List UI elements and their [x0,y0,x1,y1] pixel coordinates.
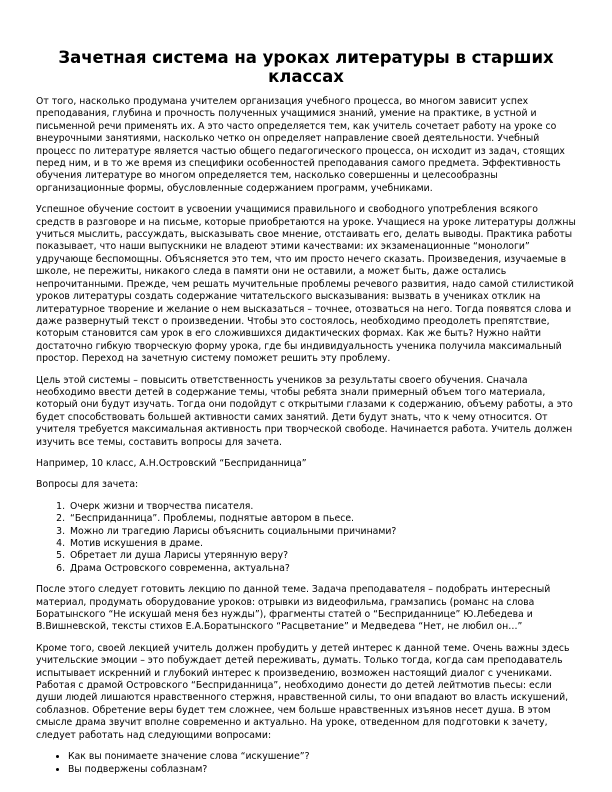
list-item: 5. Обретает ли душа Ларисы утерянную веру? [68,550,576,562]
paragraph-intro: От того, насколько продумана учителем организация учебного процесса, во многом зависит успех преподавания, глубина и прочность полученных учащимися знаний, умение на практике, в устной и письменной речи применять их. А это часто определяется тем, как учитель сочетает работу на уроке со внеурочными занятиями, насколько четко он определяет направление своей деятельности. Учебный процесс по литературе является частью общего педагогического процесса, он исходит из задач, стоящих перед ним, и в то же время из специфики особенностей преподавания самого предмета. Эффективность обучения литературе во многом определяется тем, насколько совершенны и целесообразны организационные формы, обусловленные содержанием программ, учебниками. [36,96,565,194]
paragraph-questions-heading: Вопросы для зачета: [36,479,139,491]
paragraph-lecture: После этого следует готовить лекцию по данной теме. Задача преподавателя – подобрать интересный материал, продумать оборудование уроков: отрывки из видеофильма, грамзапись (романс на слова Боратынского “Не искушай меня без нужды”), фрагменты статей о “Бесприданнице” Ю.Лебедева и В.Вишневской, тексты стихов Е.А.Боратынского “Расцветание” и Медведева “Нет, не любил он…” [36,584,551,633]
list-item: 3. Можно ли трагедию Ларисы объяснить социальными причинами? [68,526,576,538]
list-item: 2. “Бесприданница”. Проблемы, поднятые автором в пьесе. [68,513,576,525]
document-title: Зачетная система на уроках литературы в старших классах [58,48,554,86]
paragraph-interest: Кроме того, своей лекцией учитель должен пробудить у детей интерес к данной теме. Очень важны здесь учительские эмоции – это побуждает детей переживать, думать. Только тогда, когда сам преподаватель испытывает искренний и глубокий интерес к произведению, возможен настоящий диалог с учениками. Работая с драмой Островского “Бесприданница”, необходимо донести до детей лейтмотив пьесы: если души людей лишаются нравственного стержня, нравственной силы, то они впадают во власть искушений, соблазнов. Обретение веры будет тем сложнее, чем больше нравственных изъянов несет душа. В этом смысле драма звучит вполне современно и актуально. На уроке, отведенном для подготовки к зачету, следует работать над следующими вопросами: [36,642,570,741]
list-item: 6. Драма Островского современна, актуальна? [68,563,576,575]
list-item: 1. Очерк жизни и творчества писателя. [68,501,576,513]
list-item: • Как вы понимаете значение слова “искушение”? [68,751,576,763]
paragraph-learning: Успешное обучение состоит в усвоении учащимися правильного и свободного употребления всякого средств в разговоре и на письме, которые приобретаются на уроке. Учащиеся на уроке литературы должны учиться мыслить, рассуждать, высказывать свое мнение, отстаивать его, делать выводы. Практика работы показывает, что наши выпускники не владеют этими качествами: их экзаменационные “монологи” удручающе беспомощны. Объясняется это тем, что им просто нечего сказать. Произведения, изучаемые в школе, не пережиты, никакого следа в памяти они не оставили, а может быть, даже остались непрочитанными. Прежде, чем решать мучительные проблемы речевого развития, надо самой стилистикой уроков литературы создать содержание читательского высказывания: вызвать в учениках отклик на литературное творение и желание о нем высказаться – точнее, отозваться на него. Тогда появятся слова и даже развернутый текст о произведении. Чтобы это состоялось, необходимо преодолеть препятствие, которым становится сам урок в его сложившихся дидактических формах. Как же быть? Нужно найти достаточно гибкую творческую форму урока, где бы индивидуальность ученика получила максимальный простор. Переход на зачетную систему поможет решить эту проблему. [36,204,576,365]
bullet-list [36,751,576,776]
paragraph-example: Например, 10 класс, А.Н.Островский “Бесприданница” [36,457,307,469]
list-item: 4. Мотив искушения в драме. [68,538,576,550]
list-item: • Вы подвержены соблазнам? [68,764,576,776]
questions-list [36,501,576,575]
paragraph-goal: Цель этой системы – повысить ответственность учеников за результаты своего обучения. Сначала необходимо ввести детей в содержание темы, чтобы ребята знали примерный объем того материала, который они будут изучать. Тогда они подойдут с открытыми глазами к содержанию, объему работы, а это будет способствовать большей активности самих занятий. Дети будут знать, что к чему относится. От учителя требуется максимальная активность при творческой свободе. Начинается работа. Учитель должен изучить все темы, составить вопросы для зачета. [36,374,573,448]
